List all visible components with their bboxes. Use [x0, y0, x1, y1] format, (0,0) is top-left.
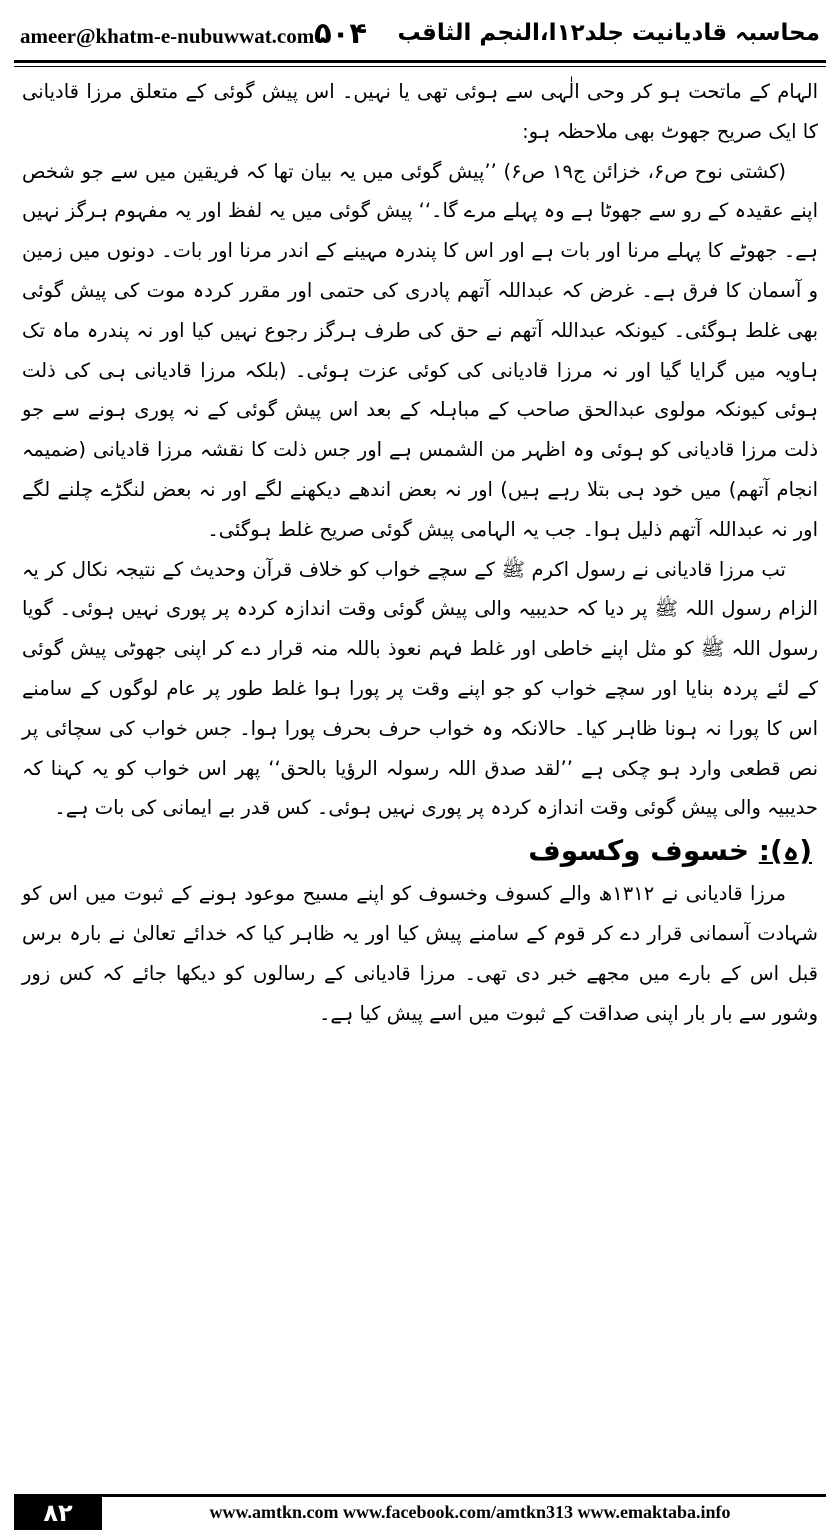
- body-paragraph-4: مرزا قادیانی نے ۱۳۱۲ھ والے کسوف وخسوف کو اپنے مسیح موعود ہونے کے ثبوت میں اس کو شہادت آسمانی قرار دے کر قوم کے سامنے پیش کیا اور یہ ظاہر کیا کہ خدائے تعالیٰ نے بارہ برس قبل اس کے بارے میں مجھے خبر دی تھی۔ مرزا قادیانی کے رسالوں کو دیکھا جائے کہ کس زور وشور سے بار بار اپنی صداقت کے ثبوت میں اسے پیش کیا ہے۔: [22, 882, 818, 1025]
- page-body: [22, 72, 818, 1462]
- footer-divider: [14, 1494, 826, 1497]
- body-paragraph-1: الہام کے ماتحت ہو کر وحی الٰہی سے ہوئی تھی یا نہیں۔ اس پیش گوئی کے متعلق مرزا قادیانی کا ایک صریح جھوٹ بھی ملاحظہ ہو:: [22, 80, 818, 143]
- section-title: خسوف وکسوف: [528, 834, 750, 868]
- header-divider-thin: [14, 66, 826, 67]
- header-email: ameer@khatm-e-nubuwwat.com: [20, 24, 315, 48]
- section-heading: [22, 828, 818, 874]
- section-label: (ہ):: [758, 834, 812, 868]
- header-page-number: ۵۰۴: [314, 16, 368, 50]
- footer-links[interactable]: www.amtkn.com www.facebook.com/amtkn313 www.emaktaba.info: [209, 1502, 731, 1522]
- footer-page-number: ۸۲: [14, 1496, 102, 1530]
- header-divider: [14, 60, 826, 63]
- body-paragraph-2: (کشتی نوح ص۶، خزائن ج۱۹ ص۶) ’’پیش گوئی میں یہ بیان تھا کہ فریقین میں سے جو شخص اپنے عقیدہ کے رو سے جھوٹا ہے وہ پہلے مرے گا۔‘‘ پیش گوئی میں یہ لفظ اور یہ مفہوم ہرگز نہیں ہے۔ جھوٹے کا پہلے مرنا اور بات ہے اور اس کا پندرہ مہینے کے اندر مرنا اور بات۔ دونوں میں زمین و آسمان کا فرق ہے۔ غرض کہ عبداللہ آتھم پادری کی حتمی اور مقرر کردہ موت کی پیش گوئی بھی غلط ہوگئی۔ کیونکہ عبداللہ آتھم نے حق کی طرف ہرگز رجوع نہیں کیا اور نہ پندرہ ماہ تک ہاویہ میں گرایا گیا اور نہ مرزا قادیانی کی کوئی عزت ہوئی۔ (بلکہ مرزا قادیانی ہی کی ذلت ہوئی کیونکہ مولوی عبدالحق صاحب کے مباہلہ کے بعد اس پیش گوئی کے نہ پوری ہونے سے جو ذلت مرزا قادیانی کو ہوئی وہ اظہر من الشمس ہے اور جس ذلت کا نقشہ مرزا قادیانی (ضمیمہ انجام آتھم) میں خود ہی بتلا رہے ہیں) اور نہ بعض اندھے دیکھنے لگے اور نہ بعض لنگڑے چلنے لگے اور نہ عبداللہ آتھم ذلیل ہوا۔ جب یہ الہامی پیش گوئی صریح غلط ہوگئی۔: [22, 159, 818, 541]
- body-paragraph-3: تب مرزا قادیانی نے رسول اکرم ﷺ کے سچے خواب کو خلاف قرآن وحدیث کے نتیجہ نکال کر یہ الزام رسول اللہ ﷺ پر دیا کہ حدیبیہ والی پیش گوئی وقت اندازہ کردہ پر پوری نہیں ہوئی۔ گویا رسول اللہ ﷺ کو مثل اپنے خاطی اور غلط فہم نعوذ باللہ منہ قرار دے کر اپنی جھوٹی پیش گوئی کے لئے پردہ بنایا اور سچے خواب کو جو اپنے وقت پر پورا ہوا غلط طور پر عام لوگوں کے سامنے اس کا پورا نہ ہونا ظاہر کیا۔ حالانکہ وہ خواب حرف بحرف پورا ہوا۔ جس خواب کی سچائی پر نص قطعی وارد ہو چکی ہے ’’لقد صدق اللہ رسولہ الرؤیا بالحق‘‘ پھر اس خواب کو یہ کہنا کہ حدیبیہ والی پیش گوئی وقت اندازہ کردہ پر پوری نہیں ہوئی۔ کس قدر بے ایمانی کی بات ہے۔: [22, 557, 818, 820]
- page-header: [14, 10, 826, 62]
- header-book-title: محاسبہ قادیانیت جلد۱۲ا،النجم الثاقب: [397, 20, 820, 46]
- page-footer: [14, 1494, 826, 1530]
